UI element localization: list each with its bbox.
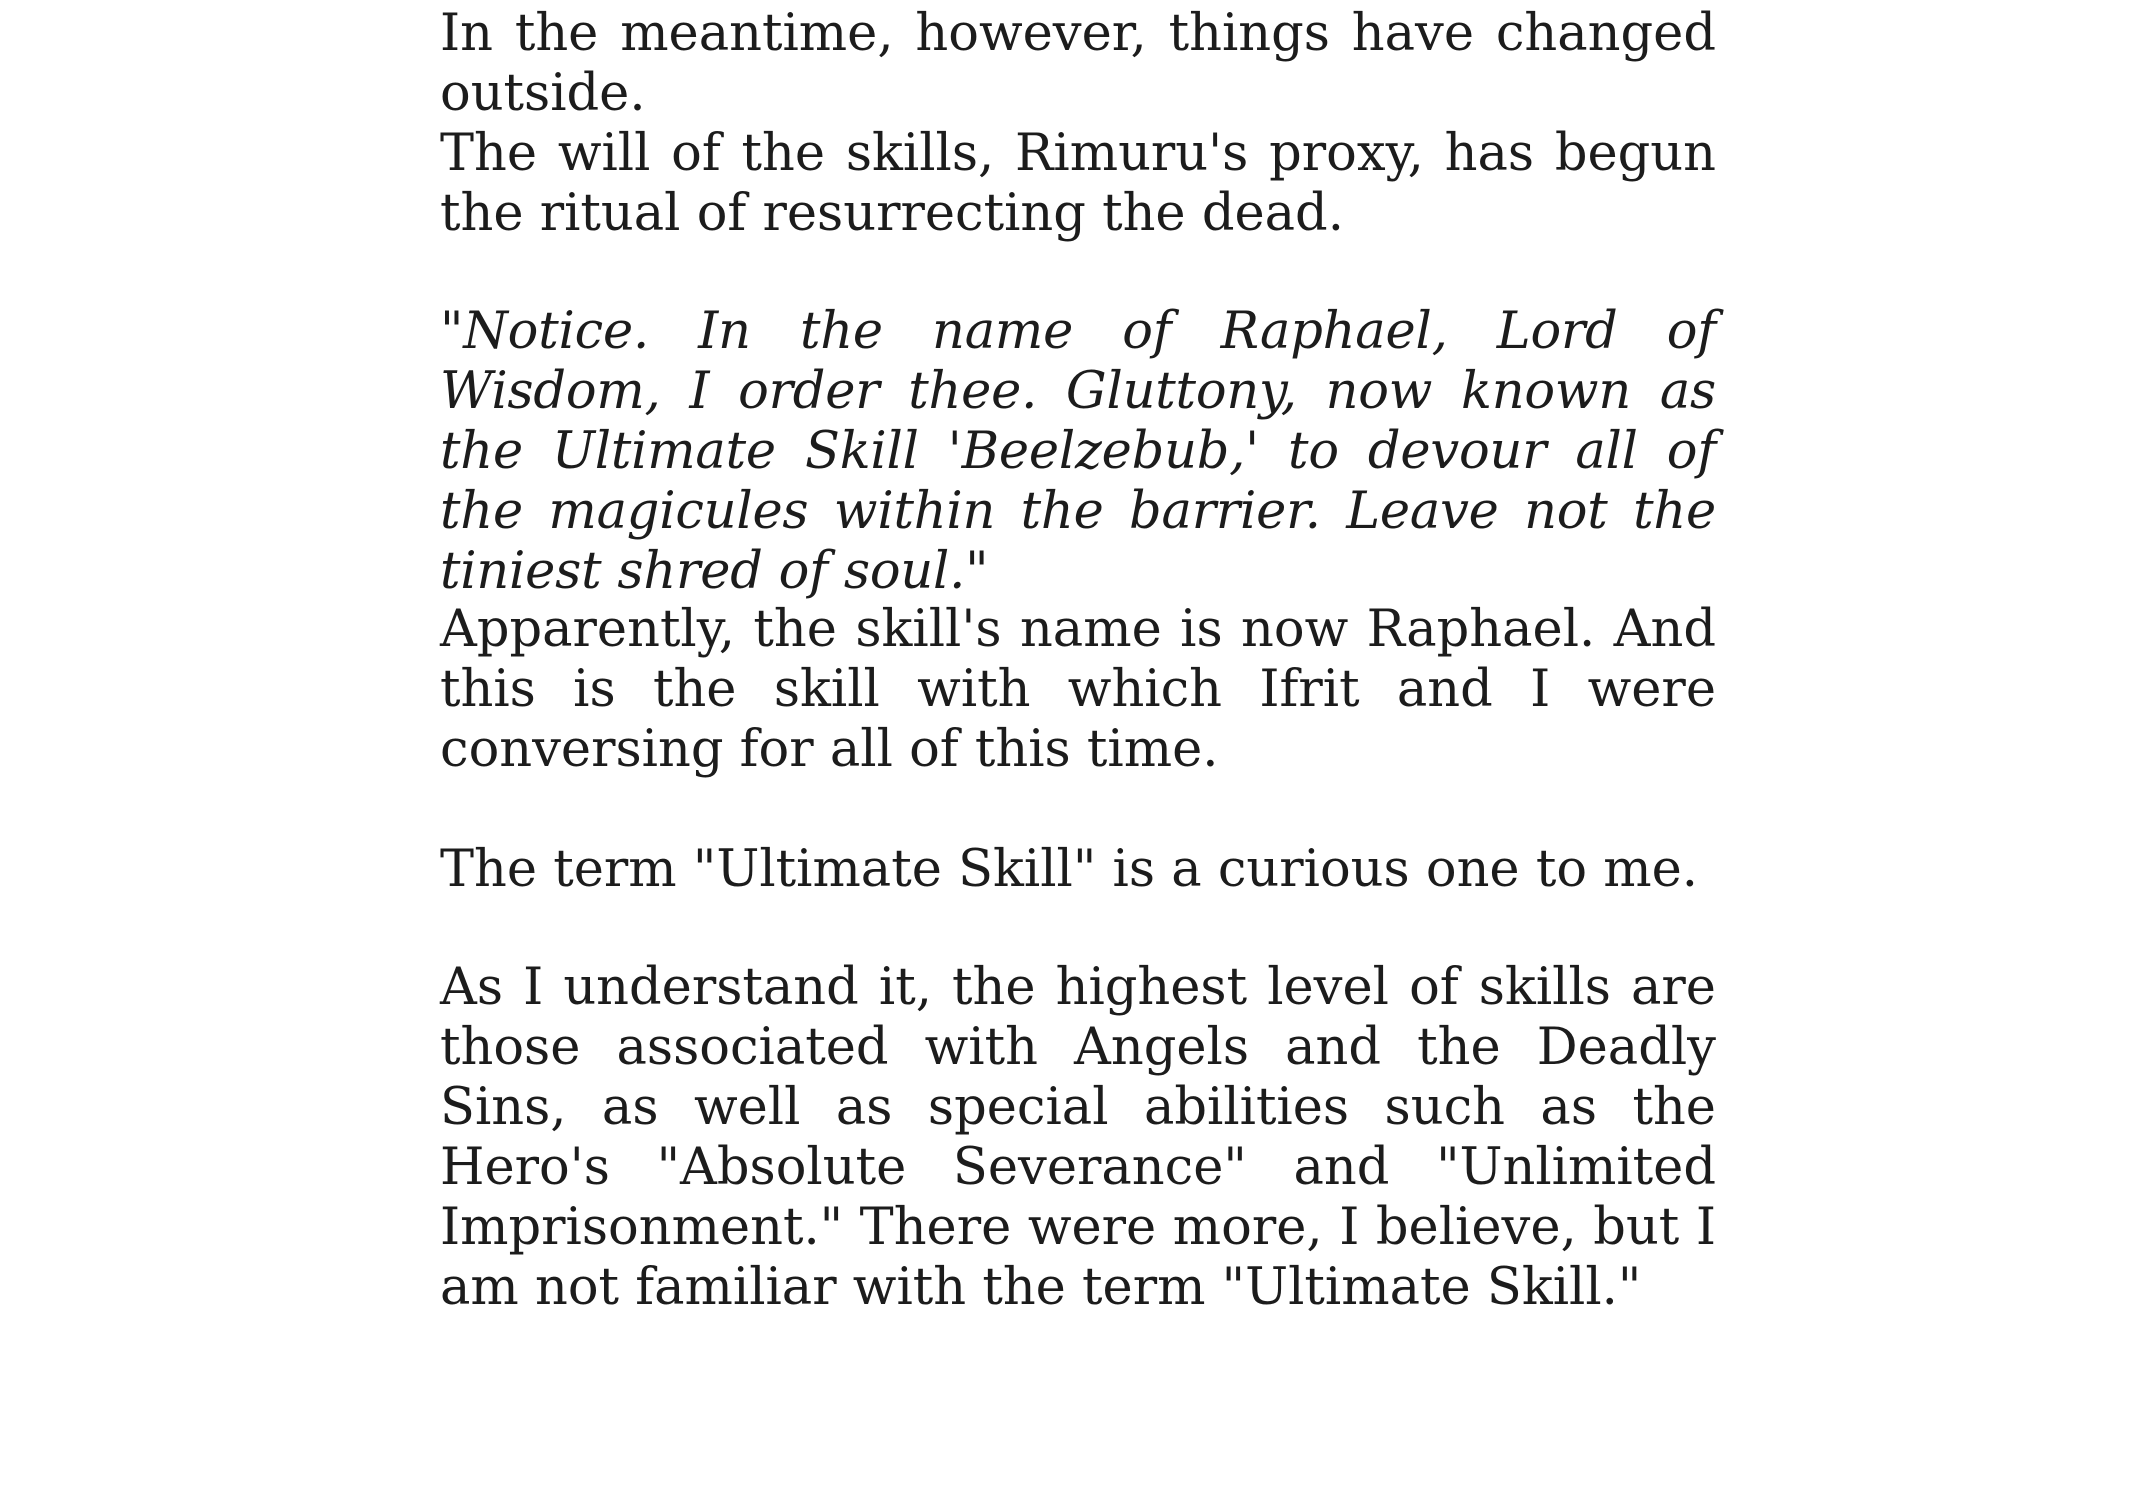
paragraph-2: The will of the skills, Rimuru's proxy, has begun the ritual of resurrecting the dead. [440, 124, 1716, 243]
paragraph-6: As I understand it, the highest level of skills are those associated with Angels and the Deadly Sins, as well as special abilities such as the Hero's "Absolute Severance" and "Unlimited Imprisonment." There were more, I believe, but I am not familiar with the term "Ultimate Skill." [440, 958, 1716, 1317]
paragraph-3-quote: "Notice. In the name of Raphael, Lord of Wisdom, I order thee. Gluttony, now known as the Ultimate Skill 'Beelzebub,' to devour all of the magicules within the barrier. Leave not the tiniest shred of soul." [440, 302, 1716, 601]
paragraph-1: In the meantime, however, things have changed outside. [440, 4, 1716, 123]
paragraph-4: Apparently, the skill's name is now Raphael. And this is the skill with which Ifrit and I were conversing for all of this time. [440, 600, 1716, 779]
paragraph-5: The term "Ultimate Skill" is a curious one to me. [440, 840, 1698, 899]
